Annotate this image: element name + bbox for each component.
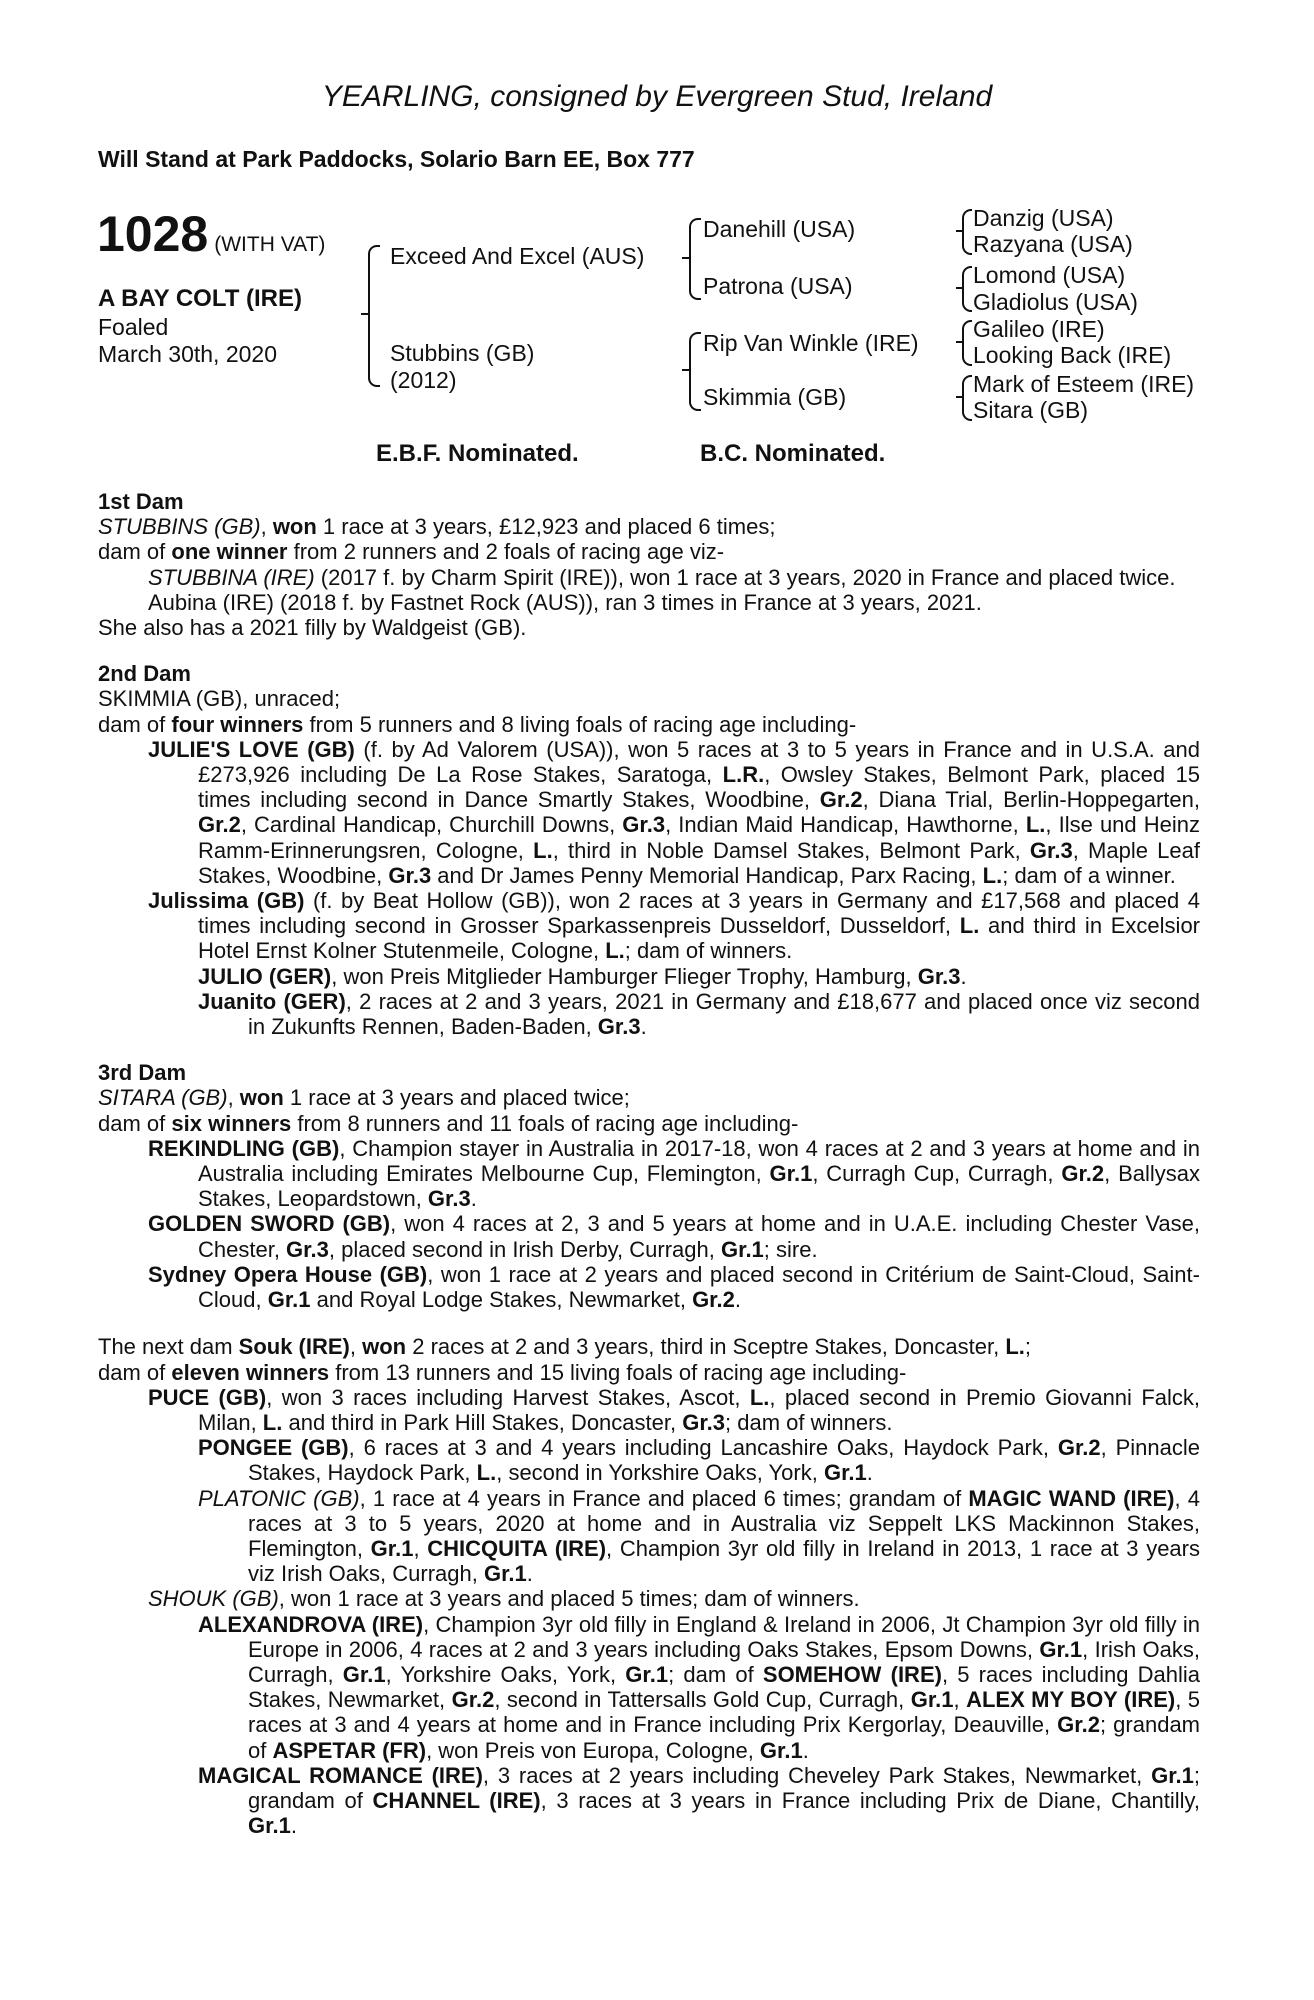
- text: , second in Tattersalls Gold Cup, Curragh,: [494, 1687, 911, 1713]
- sire-name: Exceed And Excel (AUS): [390, 243, 645, 269]
- text: , won 1 race at 2 years and placed second in Critérium de Saint-Cloud, Saint-Cloud,: [198, 1261, 1200, 1313]
- text: and third in Park Hill Stakes, Doncaster,: [282, 1409, 683, 1435]
- dam-year: (2012): [390, 367, 457, 393]
- horse-name: ALEXANDROVA (IRE): [198, 1611, 424, 1637]
- race-grade: L.: [1025, 812, 1046, 838]
- lot-description: A BAY COLT (IRE): [98, 285, 303, 312]
- text-bold: six winners: [171, 1110, 292, 1136]
- horse-name: PONGEE (GB): [198, 1435, 349, 1461]
- text: and Dr James Penny Memorial Handicap, Parx Racing,: [431, 862, 983, 888]
- race-grade: L.: [1005, 1334, 1025, 1360]
- text-bold: one winner: [171, 539, 288, 565]
- pedigree-brace-main: [368, 245, 380, 387]
- text: , Pinnacle Stakes, Haydock Park,: [248, 1435, 1200, 1486]
- foaled-label: Foaled: [98, 314, 169, 340]
- third-dam-heading: 3rd Dam: [98, 1060, 187, 1086]
- text: , 1 race at 4 years in France and placed 6 times; grandam of: [359, 1485, 969, 1511]
- text: , Yorkshire Oaks, York,: [385, 1661, 626, 1687]
- text: , placed second in Premio Giovanni Falck, Milan,: [198, 1384, 1201, 1435]
- text: .: [290, 1813, 297, 1839]
- text: 1 race at 3 years and placed twice;: [283, 1085, 630, 1111]
- next-dam-line2: [98, 1360, 1200, 1385]
- race-grade: Gr.2: [451, 1687, 495, 1713]
- vat-note: (WITH VAT): [214, 233, 326, 256]
- race-grade: Gr.1: [370, 1535, 414, 1561]
- race-grade: Gr.1: [267, 1287, 311, 1313]
- pedigree-brace-sire-tick: [682, 257, 689, 259]
- text: ,: [413, 1535, 428, 1561]
- pedigree-brace-dam: [689, 332, 701, 411]
- pedigree-brace-g2: [962, 266, 972, 312]
- text: ; sire.: [763, 1236, 818, 1262]
- first-dam-line2: [98, 539, 1200, 564]
- text: , Cardinal Handicap, Churchill Downs,: [240, 812, 623, 838]
- consignor-line: YEARLING, consigned by Evergreen Stud, Ireland: [321, 80, 993, 113]
- text: (2017 f. by Charm Spirit (IRE)), won 1 race at 3 years, 2020 in France and placed twice.: [314, 564, 1176, 590]
- race-grade: Gr.2: [198, 812, 241, 838]
- text: .: [526, 1561, 533, 1587]
- grandsire-5: Galileo (IRE): [973, 316, 1105, 342]
- race-grade: Gr.2: [692, 1287, 735, 1313]
- pedigree-brace-g4-tick: [956, 396, 963, 398]
- horse-name: SOMEHOW (IRE): [762, 1661, 942, 1687]
- race-grade: Gr.2: [819, 787, 863, 813]
- race-grade: L.: [476, 1460, 497, 1486]
- progeny-aubina: Aubina (IRE) (2018 f. by Fastnet Rock (AUS)), ran 3 times in France at 3 years, 2021.: [148, 589, 982, 615]
- race-grade: Gr.3: [286, 1236, 329, 1262]
- text: , Owsley Stakes, Belmont Park, placed 15 times including second in Dance Smartly Stakes, Woodbine,: [198, 762, 1200, 813]
- text: dam of: [98, 711, 172, 737]
- race-grade: Gr.1: [720, 1236, 764, 1262]
- text: dam of: [98, 1110, 172, 1136]
- race-grade: L.: [959, 913, 980, 939]
- race-grade: Gr.1: [759, 1737, 803, 1763]
- dam-sire-name: Rip Van Winkle (IRE): [703, 330, 919, 356]
- race-grade: Gr.3: [917, 963, 961, 989]
- text: ; dam of winners.: [624, 938, 793, 964]
- dam-name: Stubbins (GB): [390, 340, 535, 366]
- text: dam of: [98, 539, 172, 565]
- horse-name: MAGIC WAND (IRE): [968, 1485, 1175, 1511]
- lot-number-block: [97, 205, 325, 263]
- race-grade: L.: [533, 837, 553, 863]
- progeny-puce: [98, 1385, 1200, 1435]
- grandsire-8: Sitara (GB): [973, 397, 1089, 423]
- third-dam-line1: [98, 1085, 1200, 1110]
- foaled-date: March 30th, 2020: [98, 341, 278, 367]
- race-grade: Gr.1: [910, 1687, 954, 1713]
- text: from 13 runners and 15 living foals of racing age including-: [329, 1359, 907, 1385]
- progeny-juanito: [98, 989, 1200, 1039]
- catalogue-body: [98, 489, 1200, 1838]
- text: (f. by Ad Valorem (USA)), won 5 races at 3 to 5 years in France and in U.S.A. and £273,926 including De La Rose Stakes, Saratoga,: [198, 736, 1200, 788]
- text: 2 races at 2 and 3 years, third in Sceptre Stakes, Doncaster,: [406, 1334, 1006, 1360]
- horse-name: STUBBINA (IRE): [148, 564, 315, 590]
- horse-name: JULIE'S LOVE (GB): [148, 736, 355, 762]
- progeny-platonic: [98, 1486, 1200, 1587]
- foaled-block: [98, 314, 277, 368]
- text: .: [470, 1186, 477, 1212]
- text: , 6 races at 3 and 4 years including Lancashire Oaks, Haydock Park,: [348, 1435, 1058, 1461]
- stand-location: Will Stand at Park Paddocks, Solario Barn EE, Box 777: [98, 146, 695, 172]
- first-dam-heading: 1st Dam: [98, 489, 184, 514]
- text-bold: won: [362, 1334, 407, 1360]
- pedigree-brace-sire: [689, 218, 701, 300]
- text: ; dam of: [668, 1661, 763, 1687]
- race-grade: Gr.1: [342, 1661, 386, 1687]
- race-grade: Gr.1: [769, 1161, 813, 1187]
- text: , Ballysax Stakes, Leopardstown,: [198, 1161, 1200, 1212]
- progeny-shouk: [98, 1586, 1200, 1611]
- progeny-magical-romance: [98, 1763, 1200, 1839]
- text: , Maple Leaf Stakes, Woodbine,: [198, 837, 1200, 888]
- horse-name: SITARA (GB): [98, 1085, 228, 1111]
- text: , 5 races including Dahlia Stakes, Newmarket,: [248, 1661, 1200, 1713]
- text: , Champion 3yr old filly in England & Ireland in 2006, Jt Champion 3yr old filly in Europe in 2006, 4 races at 2 and 3 years including Oaks Stakes, Epsom Downs,: [248, 1611, 1201, 1662]
- race-grade: Gr.2: [1057, 1435, 1101, 1461]
- race-grade: Gr.1: [248, 1813, 291, 1839]
- bc-nominated: B.C. Nominated.: [700, 440, 886, 467]
- text: .: [802, 1737, 809, 1763]
- race-grade: Gr.3: [682, 1409, 726, 1435]
- text: and Royal Lodge Stakes, Newmarket,: [310, 1287, 693, 1313]
- text: , 2 races at 2 and 3 years, 2021 in Germany and £18,677 and placed once viz second in Zukunfts Rennen, Baden-Baden,: [248, 988, 1200, 1040]
- race-grade: L.: [982, 862, 1003, 888]
- text: , won 4 races at 2, 3 and 5 years at home and in U.A.E. including Chester Vase, Chester,: [198, 1211, 1200, 1262]
- text: , Diana Trial, Berlin-Hoppegarten,: [862, 787, 1201, 813]
- horse-name: Juanito (GER): [198, 988, 346, 1014]
- text: from 5 runners and 8 living foals of racing age including-: [303, 711, 857, 737]
- race-grade: Gr.2: [1057, 1712, 1100, 1738]
- text: .: [960, 963, 967, 989]
- horse-name: PUCE (GB): [148, 1384, 267, 1410]
- progeny-stubbina: [98, 565, 1200, 590]
- race-grade: L.R.: [722, 762, 765, 788]
- progeny-julissima: [98, 888, 1200, 964]
- text: , Champion 3yr old filly in Ireland in 2013, 1 race at 3 years viz Irish Oaks, Curragh,: [248, 1535, 1200, 1587]
- text: , won Preis Mitglieder Hamburger Flieger Trophy, Hamburg,: [331, 963, 918, 989]
- progeny-julio: [98, 964, 1200, 989]
- race-grade: Gr.3: [622, 812, 666, 838]
- text: , 5 races at 3 and 4 years at home and in France including Prix Kergorlay, Deauville,: [248, 1687, 1200, 1738]
- text: , second in Yorkshire Oaks, York,: [496, 1460, 824, 1486]
- text: ; dam of winners.: [725, 1409, 893, 1435]
- progeny-julies-love: [98, 737, 1200, 888]
- horse-name: JULIO (GER): [198, 963, 332, 989]
- horse-name: CHANNEL (IRE): [372, 1787, 541, 1813]
- text: , Irish Oaks, Curragh,: [248, 1636, 1201, 1687]
- text: (f. by Beat Hollow (GB)), won 2 races at 3 years in Germany and £17,568 and placed 4 times including second in Grosser Sparkassenpreis Dusseldorf, Dusseldorf,: [198, 888, 1201, 939]
- race-grade: Gr.3: [427, 1186, 471, 1212]
- horse-name: SHOUK (GB): [148, 1586, 279, 1612]
- first-dam-name: STUBBINS (GB): [98, 514, 261, 540]
- text: ,: [349, 1334, 363, 1360]
- text: , won 3 races including Harvest Stakes, Ascot,: [266, 1384, 750, 1410]
- text: , placed second in Irish Derby, Curragh,: [328, 1236, 721, 1262]
- race-grade: L.: [605, 938, 625, 964]
- first-dam-line1: [98, 514, 1200, 539]
- horse-name: ASPETAR (FR): [272, 1737, 427, 1763]
- horse-name: CHICQUITA (IRE): [427, 1535, 607, 1561]
- grandsire-4: Gladiolus (USA): [973, 289, 1138, 315]
- grandsire-1: Danzig (USA): [973, 205, 1114, 231]
- text: The next dam: [98, 1334, 239, 1360]
- text: , 4 races at 3 to 5 years, 2020 at home and in Australia viz Seppelt LKS Mackinnon Stakes, Flemington,: [248, 1485, 1200, 1561]
- text: dam of: [98, 1359, 172, 1385]
- text: .: [640, 1014, 647, 1040]
- text: ; dam of a winner.: [1002, 862, 1176, 888]
- pedigree-brace-main-tick: [361, 313, 368, 315]
- horse-name: MAGICAL ROMANCE (IRE): [198, 1762, 483, 1788]
- text: , 3 races at 2 years including Cheveley Park Stakes, Newmarket,: [482, 1762, 1152, 1788]
- horse-name: GOLDEN SWORD (GB): [148, 1211, 391, 1237]
- progeny-golden-sword: [98, 1211, 1200, 1261]
- pedigree-brace-g4: [962, 375, 972, 421]
- grandsire-2: Razyana (USA): [973, 231, 1133, 257]
- progeny-rekindling: [98, 1136, 1200, 1212]
- text-bold: eleven winners: [171, 1359, 330, 1385]
- race-grade: Gr.3: [388, 862, 432, 888]
- lot-number: 1028: [97, 206, 209, 262]
- text: ; grandam of: [248, 1712, 1201, 1763]
- text: ,: [227, 1085, 240, 1111]
- horse-name: PLATONIC (GB): [198, 1485, 360, 1511]
- text: and third in Excelsior Hotel Ernst Kolner Stutenmeile, Cologne,: [198, 913, 1201, 964]
- text: ; grandam of: [248, 1762, 1201, 1813]
- second-dam-line2: [98, 712, 1200, 737]
- text-bold: won: [272, 514, 317, 540]
- race-grade: Gr.3: [597, 1014, 641, 1040]
- third-dam-line2: [98, 1111, 1200, 1136]
- race-grade: L.: [749, 1384, 770, 1410]
- grandsire-3: Lomond (USA): [973, 262, 1126, 288]
- grandsire-6: Looking Back (IRE): [973, 342, 1172, 368]
- horse-name: Julissima (GB): [148, 888, 305, 914]
- pedigree-brace-g2-tick: [956, 287, 963, 289]
- second-dam-line1: SKIMMIA (GB), unraced;: [98, 686, 341, 712]
- text: , Champion stayer in Australia in 2017-18, won 4 races at 2 and 3 years at home and in Australia including Emirates Melbourne Cup, Flemington,: [198, 1135, 1201, 1187]
- text-bold: won: [239, 1085, 284, 1111]
- next-dam-line1: [98, 1334, 1200, 1359]
- race-grade: Gr.1: [823, 1460, 867, 1486]
- ebf-nominated: E.B.F. Nominated.: [376, 440, 579, 467]
- horse-name: ALEX MY BOY (IRE): [966, 1687, 1176, 1713]
- pedigree-brace-g3-tick: [956, 341, 963, 343]
- race-grade: Gr.1: [483, 1561, 527, 1587]
- text-bold: four winners: [171, 711, 304, 737]
- progeny-sydney-opera-house: [98, 1262, 1200, 1312]
- text: ,: [260, 514, 273, 540]
- progeny-alexandrova: [98, 1612, 1200, 1763]
- horse-name: REKINDLING (GB): [148, 1135, 340, 1161]
- pedigree-brace-g1: [962, 209, 972, 255]
- race-grade: L.: [262, 1409, 283, 1435]
- text: , won Preis von Europa, Cologne,: [426, 1737, 760, 1763]
- race-grade: Gr.3: [1029, 837, 1073, 863]
- race-grade: Gr.2: [1061, 1161, 1105, 1187]
- race-grade: Gr.1: [1039, 1636, 1083, 1662]
- dam-dam-name: Skimmia (GB): [703, 384, 847, 410]
- text: , third in Noble Damsel Stakes, Belmont Park,: [552, 837, 1030, 863]
- pedigree-brace-dam-tick: [682, 369, 689, 371]
- horse-name: Souk (IRE): [238, 1334, 350, 1360]
- progeny-pongee: [98, 1435, 1200, 1485]
- first-dam-foal-2021: She also has a 2021 filly by Waldgeist (GB).: [98, 615, 527, 641]
- text: , 3 races at 3 years in France including Prix de Diane, Chantilly,: [540, 1787, 1201, 1813]
- text: 1 race at 3 years, £12,923 and placed 6 times;: [316, 514, 776, 540]
- text: .: [734, 1287, 741, 1313]
- text: from 2 runners and 2 foals of racing age viz-: [287, 539, 725, 565]
- text: ;: [1024, 1334, 1031, 1360]
- horse-name: Sydney Opera House (GB): [148, 1261, 428, 1287]
- sire-sire-name: Danehill (USA): [703, 216, 856, 242]
- race-grade: Gr.1: [1151, 1762, 1194, 1788]
- text: , won 1 race at 3 years and placed 5 times; dam of winners.: [278, 1586, 860, 1612]
- text: ,: [953, 1687, 967, 1713]
- text: , Curragh Cup, Curragh,: [812, 1161, 1062, 1187]
- pedigree-brace-g3: [962, 320, 972, 366]
- second-dam-heading: 2nd Dam: [98, 661, 191, 687]
- text: from 8 runners and 11 foals of racing age including-: [291, 1110, 799, 1136]
- text: , Ilse und Heinz Ramm-Erinnerungsren, Cologne,: [198, 812, 1200, 863]
- text: , Indian Maid Handicap, Hawthorne,: [665, 812, 1026, 838]
- pedigree-brace-g1-tick: [956, 230, 963, 232]
- grandsire-7: Mark of Esteem (IRE): [973, 371, 1195, 397]
- text: .: [866, 1460, 873, 1486]
- race-grade: Gr.1: [625, 1661, 669, 1687]
- sire-dam-name: Patrona (USA): [703, 273, 853, 299]
